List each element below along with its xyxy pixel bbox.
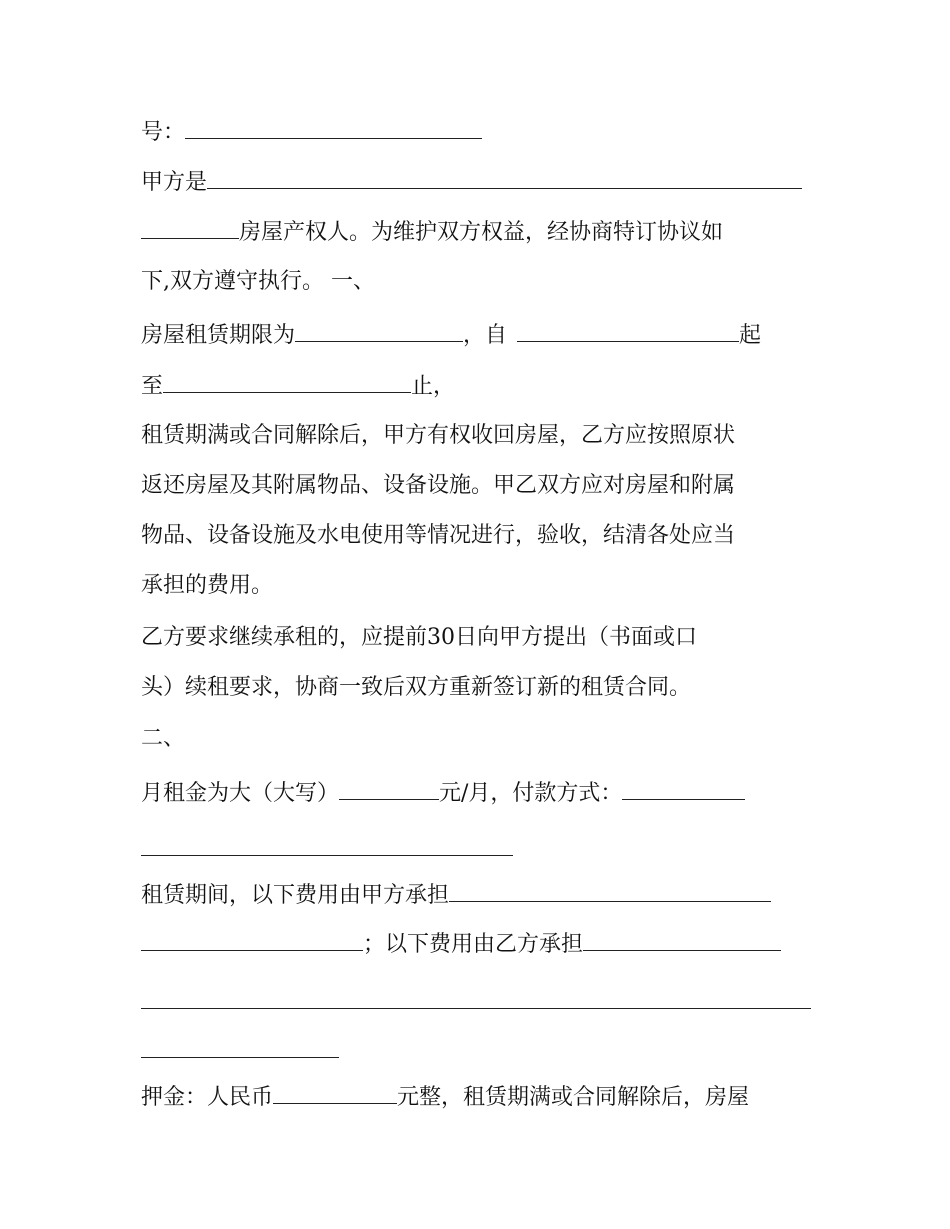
doc-line-7 [141, 416, 811, 456]
deposit-label: 押金：人民币 [141, 1085, 274, 1110]
doc-line-fees-cont [141, 975, 811, 1015]
party-a-fees-cont-blank [141, 922, 363, 951]
rent-blank [339, 771, 439, 800]
owner-blank [141, 210, 239, 239]
doc-line-section-two [141, 719, 811, 759]
doc-line-term-end [141, 364, 811, 404]
doc-line-owner [141, 210, 811, 250]
payment-blank [622, 771, 745, 800]
paragraph-text: 承担的费用。 [141, 573, 274, 598]
owner-text: 房屋产权人。为维护双方权益，经协商特订协议如 [239, 220, 724, 245]
paragraph-text: 租赁期满或合同解除后，甲方有权收回房屋，乙方应按照原状 [141, 423, 736, 448]
party-a-fees-label: 租赁期间，以下费用由甲方承担 [141, 883, 450, 908]
doc-line-agreement [141, 262, 811, 302]
doc-line-payment-cont [141, 822, 811, 862]
doc-line-11 [141, 618, 811, 658]
number-label: 号： [141, 120, 186, 145]
deposit-blank [273, 1075, 397, 1104]
doc-line-fees-cont-2 [141, 1024, 811, 1064]
deposit-text: 元整，租赁期满或合同解除后，房屋 [397, 1085, 750, 1110]
doc-line-rent [141, 771, 811, 811]
party-a-blank [207, 160, 802, 189]
rent-label: 月租金为大（大写） [141, 781, 340, 806]
term-from-label: ，自 [463, 323, 508, 348]
doc-line-number [141, 110, 811, 150]
fees-continue-blank [141, 1008, 811, 1009]
doc-line-9 [141, 516, 811, 556]
doc-line-deposit [141, 1075, 811, 1115]
party-b-fees-label: ；以下费用由乙方承担 [363, 932, 584, 957]
doc-line-10 [141, 566, 811, 606]
term-end-blank [163, 364, 411, 393]
fees-continue-blank-2 [141, 1057, 339, 1058]
paragraph-text: 乙方要求继续承租的，应提前30日向甲方提出（书面或口 [141, 625, 697, 650]
party-a-label: 甲方是 [141, 170, 208, 195]
term-start-label: 起 [739, 323, 762, 348]
party-a-fees-blank [449, 873, 771, 902]
doc-line-term [141, 313, 811, 353]
doc-line-party-a-fees [141, 873, 811, 913]
doc-line-12 [141, 668, 811, 708]
payment-label: 元/月，付款方式： [439, 781, 623, 806]
paragraph-text: 物品、设备设施及水电使用等情况进行，验收，结清各处应当 [141, 523, 736, 548]
term-label: 房屋租赁期限为 [141, 323, 296, 348]
party-b-fees-blank [583, 922, 781, 951]
section-heading: 二、 [141, 726, 186, 751]
term-to-label: 至 [141, 374, 164, 399]
doc-line-8 [141, 466, 811, 506]
paragraph-text: 头）续租要求，协商一致后双方重新签订新的租赁合同。 [141, 675, 692, 700]
number-blank [185, 110, 482, 139]
doc-line-party-b-fees [141, 922, 811, 962]
doc-line-party-a [141, 160, 811, 200]
term-blank [295, 313, 463, 342]
payment-continue-blank [141, 855, 513, 856]
paragraph-text: 返还房屋及其附属物品、设备设施。甲乙双方应对房屋和附属 [141, 473, 736, 498]
term-from-blank [517, 313, 739, 342]
term-end-label: 止， [411, 374, 456, 399]
agreement-text: 下,双方遵守执行。 一、 [141, 269, 375, 294]
